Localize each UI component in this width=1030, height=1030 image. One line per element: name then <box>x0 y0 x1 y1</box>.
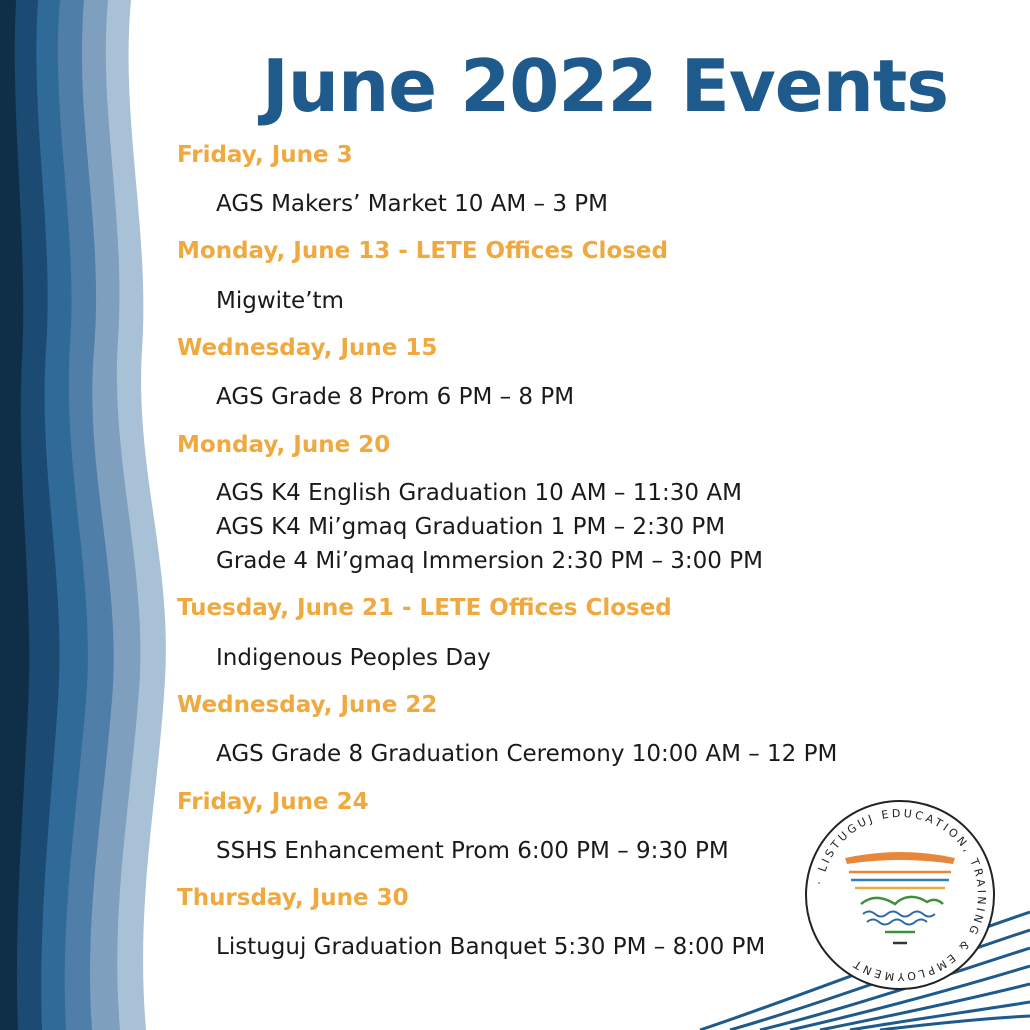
event-item: AGS Makers’ Market 10 AM – 3 PM <box>216 191 609 217</box>
event-item: AGS Grade 8 Prom 6 PM – 8 PM <box>216 384 575 410</box>
event-item: AGS K4 English Graduation 10 AM – 11:30 AM <box>216 480 742 506</box>
event-item: Indigenous Peoples Day <box>216 645 491 671</box>
day-heading: Friday, June 3 <box>177 142 353 168</box>
left-wave-decoration <box>0 0 180 1030</box>
day-heading: Wednesday, June 22 <box>177 692 438 718</box>
day-heading: Wednesday, June 15 <box>177 335 438 361</box>
event-item: AGS K4 Mi’gmaq Graduation 1 PM – 2:30 PM <box>216 514 726 540</box>
listuguj-education-logo-icon <box>803 798 997 992</box>
day-heading: Tuesday, June 21 - LETE Offices Closed <box>177 595 672 621</box>
day-heading: Monday, June 13 - LETE Offices Closed <box>177 238 668 264</box>
event-item: SSHS Enhancement Prom 6:00 PM – 9:30 PM <box>216 838 729 864</box>
day-heading: Friday, June 24 <box>177 789 369 815</box>
event-item: Grade 4 Mi’gmaq Immersion 2:30 PM – 3:00 PM <box>216 548 763 574</box>
day-heading: Thursday, June 30 <box>177 885 409 911</box>
event-item: AGS Grade 8 Graduation Ceremony 10:00 AM – 12 PM <box>216 741 838 767</box>
event-item: Migwite’tm <box>216 288 344 314</box>
logo-ring-text: · LISTUGUJ EDUCATION, TRAINING & EMPLOYMENT <box>812 806 989 984</box>
day-heading: Monday, June 20 <box>177 432 391 458</box>
event-item: Listuguj Graduation Banquet 5:30 PM – 8:00 PM <box>216 934 766 960</box>
page-title: June 2022 Events <box>262 44 949 128</box>
